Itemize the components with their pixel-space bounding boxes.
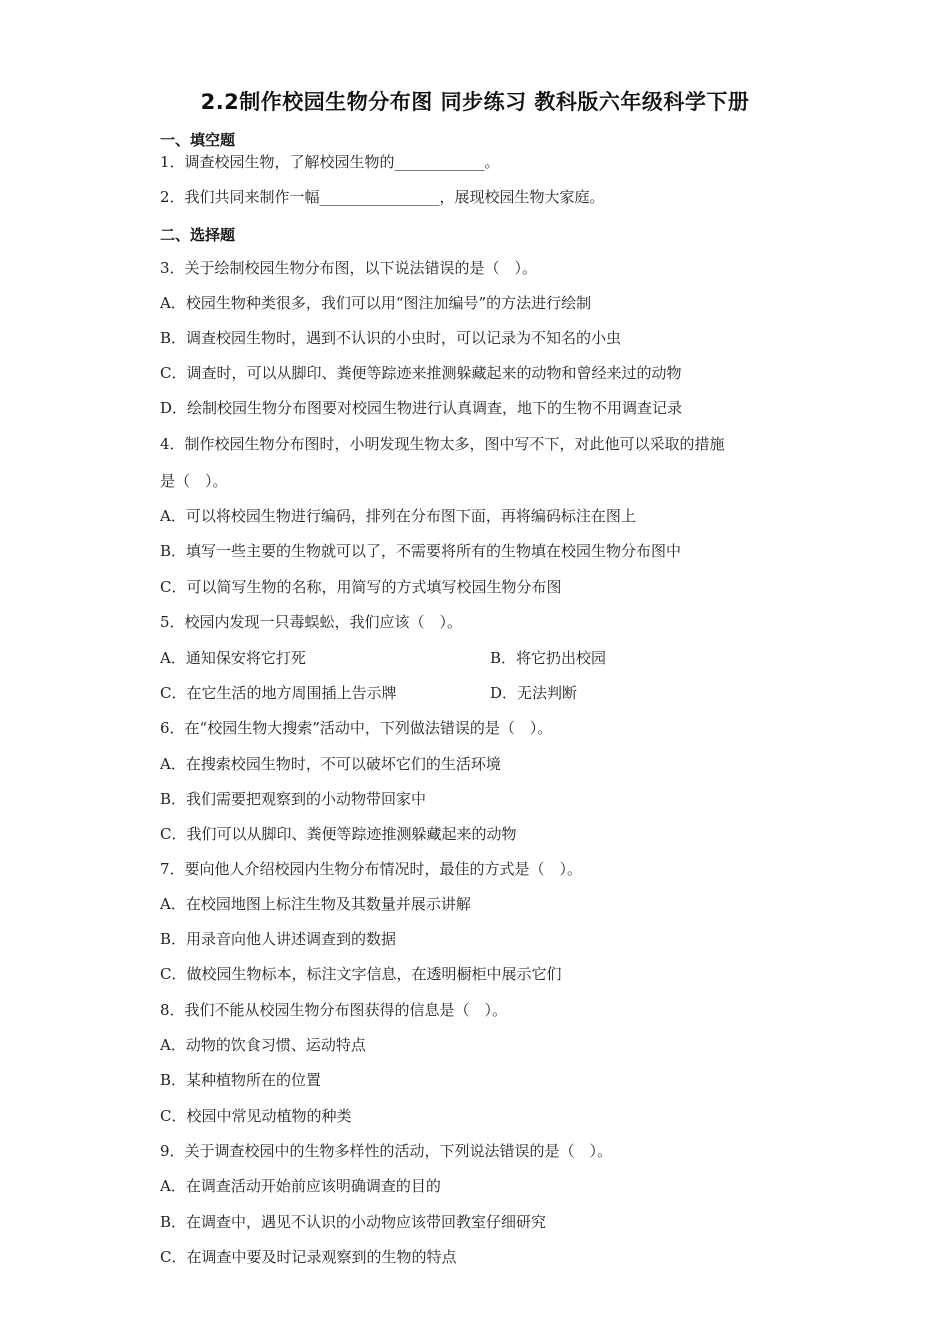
section-heading-fill-blank: 一、填空题 [160,131,236,149]
question-9-option-b: B．在调查中，遇见不认识的小动物应该带回教室仔细研究 [160,1213,547,1231]
question-3-option-b: B．调查校园生物时，遇到不认识的小虫时，可以记录为不知名的小虫 [160,329,622,347]
question-4-stem-line-1: 4．制作校园生物分布图时，小明发现生物太多，图中写不下，对此他可以采取的措施 [160,435,725,453]
question-8-option-c: C．校园中常见动植物的种类 [160,1107,352,1125]
question-4-option-b: B．填写一些主要的生物就可以了，不需要将所有的生物填在校园生物分布图中 [160,542,682,560]
question-1: 1．调查校园生物，了解校园生物的____________。 [160,153,500,171]
question-8-option-b: B．某种植物所在的位置 [160,1071,322,1089]
question-7-option-a: A．在校园地图上标注生物及其数量并展示讲解 [160,895,471,913]
question-7-stem: 7．要向他人介绍校园内生物分布情况时，最佳的方式是（ ）。 [160,860,583,878]
question-6-option-a: A．在搜索校园生物时，不可以破坏它们的生活环境 [160,755,501,773]
question-9-option-a: A．在调查活动开始前应该明确调查的目的 [160,1177,441,1195]
question-3-option-a: A．校园生物种类很多，我们可以用“图注加编号”的方法进行绘制 [160,294,592,312]
page-title: 2.2制作校园生物分布图 同步练习 教科版六年级科学下册 [200,90,750,114]
question-6-option-c: C．我们可以从脚印、粪便等踪迹推测躲藏起来的动物 [160,825,517,843]
question-3-option-c: C．调查时，可以从脚印、粪便等踪迹来推测躲藏起来的动物和曾经来过的动物 [160,364,682,382]
section-heading-choice: 二、选择题 [160,226,236,244]
question-9-option-c: C．在调查中要及时记录观察到的生物的特点 [160,1248,457,1266]
question-9-stem: 9．关于调查校园中的生物多样性的活动，下列说法错误的是（ ）。 [160,1142,613,1160]
question-4-option-a: A．可以将校园生物进行编码，排列在分布图下面，再将编码标注在图上 [160,507,636,525]
question-5-option-c: C．在它生活的地方周围插上告示牌 [160,684,397,702]
question-4-option-c: C．可以简写生物的名称，用简写的方式填写校园生物分布图 [160,578,562,596]
question-7-option-c: C．做校园生物标本，标注文字信息，在透明橱柜中展示它们 [160,965,562,983]
question-5-option-a: A．通知保安将它打死 [160,649,306,667]
question-6-option-b: B．我们需要把观察到的小动物带回家中 [160,790,427,808]
question-8-stem: 8．我们不能从校园生物分布图获得的信息是（ ）。 [160,1001,508,1019]
question-8-option-a: A．动物的饮食习惯、运动特点 [160,1036,366,1054]
question-3-stem: 3．关于绘制校园生物分布图，以下说法错误的是（ ）。 [160,259,538,277]
question-7-option-b: B．用录音向他人讲述调查到的数据 [160,930,397,948]
question-6-stem: 6．在“校园生物大搜索”活动中，下列做法错误的是（ ）。 [160,719,553,737]
question-4-stem-line-2: 是（ ）。 [160,472,228,490]
question-3-option-d: D．绘制校园生物分布图要对校园生物进行认真调查，地下的生物不用调查记录 [160,399,683,417]
question-5-stem: 5．校园内发现一只毒蜈蚣，我们应该（ ）。 [160,613,463,631]
question-5-option-d: D．无法判断 [490,684,578,702]
question-5-option-b: B．将它扔出校园 [490,649,607,667]
question-2: 2．我们共同来制作一幅________________，展现校园生物大家庭。 [160,188,605,206]
